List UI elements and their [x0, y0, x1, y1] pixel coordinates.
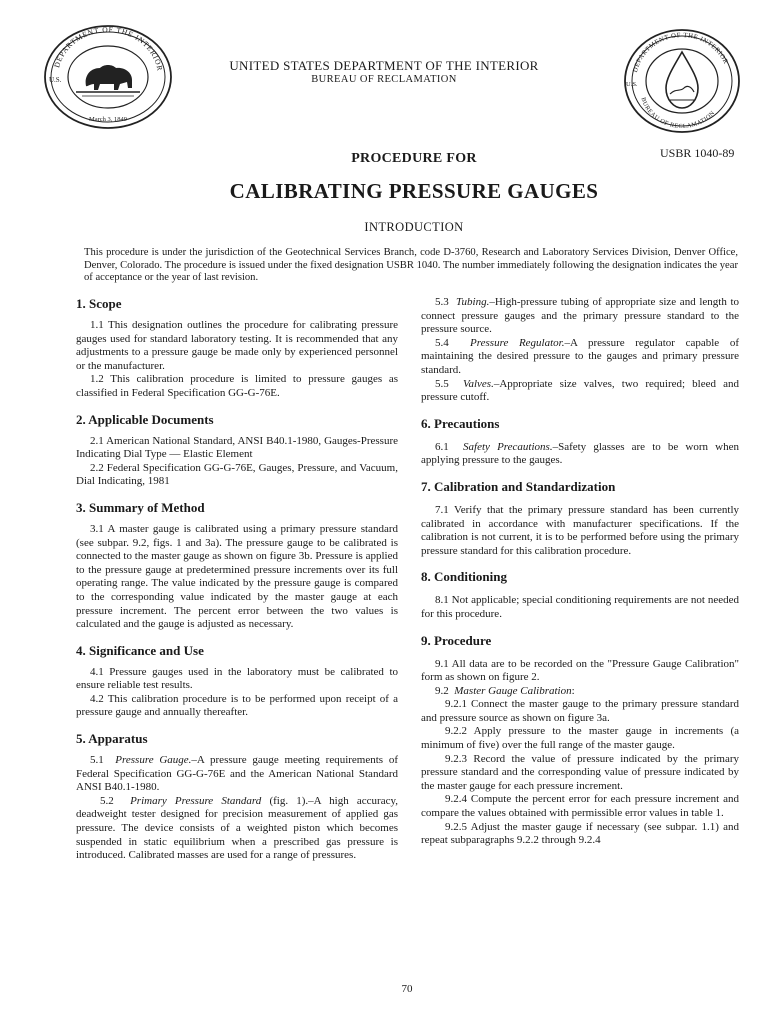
section-6-heading: 6. Precautions — [421, 415, 500, 431]
document-title: CALIBRATING PRESSURE GAUGES — [229, 179, 599, 203]
paragraph-9-2: 9.2 Master Gauge Calibration: — [435, 684, 575, 697]
section-4-heading: 4. Significance and Use — [76, 642, 204, 658]
section-7-heading: 7. Calibration and Standardization — [421, 478, 616, 494]
paragraph-7-1: 7.1 Verify that the primary pressure standard has been currently calibrated in accordance with manufacturer specifications. If the calibration is not current, it is to be performed before using the primary pressure standard for this calibration procedure. — [421, 503, 739, 557]
paragraph-5-4: 5.4 Pressure Regulator.–A pressure regulator capable of maintaining the desired pressure to the gauges and primary pressure standard. — [421, 336, 739, 376]
paragraph-8-1: 8.1 Not applicable; special conditioning requirements are not needed for this procedure. — [421, 594, 739, 620]
right-seal-top-text: DEPARTMENT OF THE INTERIOR — [631, 31, 730, 74]
right-column — [421, 296, 739, 848]
term-master-gauge-calibration: Master Gauge Calibration — [454, 684, 572, 697]
paragraph-6-1: 6.1 Safety Precautions.–Safety glasses are to be worn when applying pressure to the gauges. — [421, 440, 739, 467]
agency-header — [0, 58, 768, 86]
left-seal-side-text: U.S. — [49, 76, 62, 84]
paragraph-2-2: 2.2 Federal Specification GG-G-76E, Gauges, Pressure, and Vacuum, Dial Indicating, 1981 — [76, 461, 398, 488]
paragraph-9-2-3: 9.2.3 Record the value of pressure indicated by the primary pressure standard and the corresponding value of pressure indicated by the master gauge for each pressure increment. — [421, 752, 739, 792]
paragraph-9-2-4: 9.2.4 Compute the percent error for each pressure increment and compare the values obtained with permissible error values in table 1. — [421, 793, 739, 820]
section-2-heading: 2. Applicable Documents — [76, 411, 214, 427]
left-seal-date: March 3, 1849 — [88, 116, 128, 123]
paragraph-4-2: 4.2 This calibration procedure is to be performed upon receipt of a pressure gauge and annually thereafter. — [76, 692, 398, 719]
paragraph-5-5: 5.5 Valves.–Appropriate size valves, two required; bleed and pressure cutoff. — [421, 377, 739, 404]
term-pressure-regulator: Pressure Regulator. — [470, 336, 565, 349]
section-1-heading: 1. Scope — [76, 296, 122, 311]
term-tubing: Tubing. — [456, 296, 490, 308]
paragraph-5-3: 5.3 Tubing.–High-pressure tubing of appropriate size and length to connect pressure gauges and the primary pressure standard to the pressure source. — [421, 296, 740, 336]
paragraph-9-2-2: 9.2.2 Apply pressure to the master gauge in increments (a minimum of five) over the full range of the master gauge. — [421, 725, 739, 752]
term-valves: Valves. — [462, 377, 494, 390]
section-5-heading: 5. Apparatus — [76, 731, 148, 747]
section-8-heading: 8. Conditioning — [421, 569, 507, 585]
paragraph-1-1: 1.1 This designation outlines the procedure for calibrating pressure gauges used for standard laboratory testing. It is recommended that any adjustments to a pressure gauge be made only by experienced personnel or the manufacturer. — [76, 319, 398, 372]
paragraph-1-2: 1.2 This calibration procedure is limited to pressure gauges as classified in Federal Specification GG-G-76E. — [76, 373, 398, 399]
introduction-paragraph: This procedure is under the jurisdiction of the Geotechnical Services Branch, code D-3760, Research and Laboratory Services Division, Denver Office, Denver, Colorado. The procedure is issued under the fixed designation USBR 1040. The number immediately following the designation indicates the year of acceptance or the year of last revision. — [84, 247, 738, 284]
agency-name: UNITED STATES DEPARTMENT OF THE INTERIOR — [229, 58, 539, 73]
paragraph-4-1: 4.1 Pressure gauges used in the laboratory must be calibrated to ensure reliable test results. — [76, 665, 398, 692]
bureau-name: BUREAU OF RECLAMATION — [311, 74, 457, 85]
paragraph-9-2-1: 9.2.1 Connect the master gauge to the primary pressure standard and pressure source as shown on figure 3a. — [421, 698, 739, 724]
right-seal-bottom-text: BUREAU OF RECLAMATION — [639, 96, 717, 131]
left-column — [76, 296, 398, 863]
page-number: 70 — [401, 983, 413, 995]
introduction-heading: INTRODUCTION — [364, 220, 464, 234]
paragraph-9-2-5: 9.2.5 Adjust the master gauge if necessary (see subpar. 1.1) and repeat subparagraphs 9.2.2 through 9.2.4 — [421, 820, 739, 847]
term-primary-pressure-standard: Primary Pressure Standard — [130, 794, 262, 807]
procedure-for-label: PROCEDURE FOR — [351, 151, 477, 166]
section-3-heading: 3. Summary of Method — [76, 499, 205, 515]
section-9-heading: 9. Procedure — [421, 632, 492, 648]
paragraph-2-1: 2.1 American National Standard, ANSI B40.1-1980, Gauges-Pressure Indicating Dial Type — Elastic Element — [76, 434, 398, 461]
term-safety-precautions: Safety Precautions. — [463, 440, 553, 453]
paragraph-5-1: 5.1 Pressure Gauge.–A pressure gauge meeting requirements of Federal Specification GG-G-76E and the American National Standard ANSI B40.1-1980. — [76, 754, 399, 794]
paragraph-3-1: 3.1 A master gauge is calibrated using a primary pressure standard (see subpar. 9.2, figs. 1 and 3a). The pressure gauge to be calibrated is connected to the master gauge as shown on figure 3b. Pressure is applied to the pressure gauge at predetermined pressure increments over its full operating range. The value indicated by the pressure gauge is compared to the corresponding value indicated by the master gauge at each pressure increment. The percent error between the two values is calculated and the gauge is adjusted as necessary. — [76, 522, 398, 631]
term-pressure-gauge: Pressure Gauge. — [115, 754, 192, 767]
left-seal-arc-text: DEPARTMENT OF THE INTERIOR — [52, 24, 165, 73]
designation-code: USBR 1040-89 — [660, 146, 735, 160]
paragraph-9-1: 9.1 All data are to be recorded on the "Pressure Gauge Calibration" form as shown on figure 2. — [421, 657, 739, 684]
right-seal-side-text: U.S. — [626, 81, 638, 88]
paragraph-5-2: 5.2 Primary Pressure Standard (fig. 1).–A high accuracy, deadweight tester designed for precision measurement of applied gas pressure. The device consists of a weighted piston which becomes suspended in static equilibrium when a prescribed gas pressure is introduced. Calibrated masses are used for a range of pressures. — [76, 794, 398, 862]
